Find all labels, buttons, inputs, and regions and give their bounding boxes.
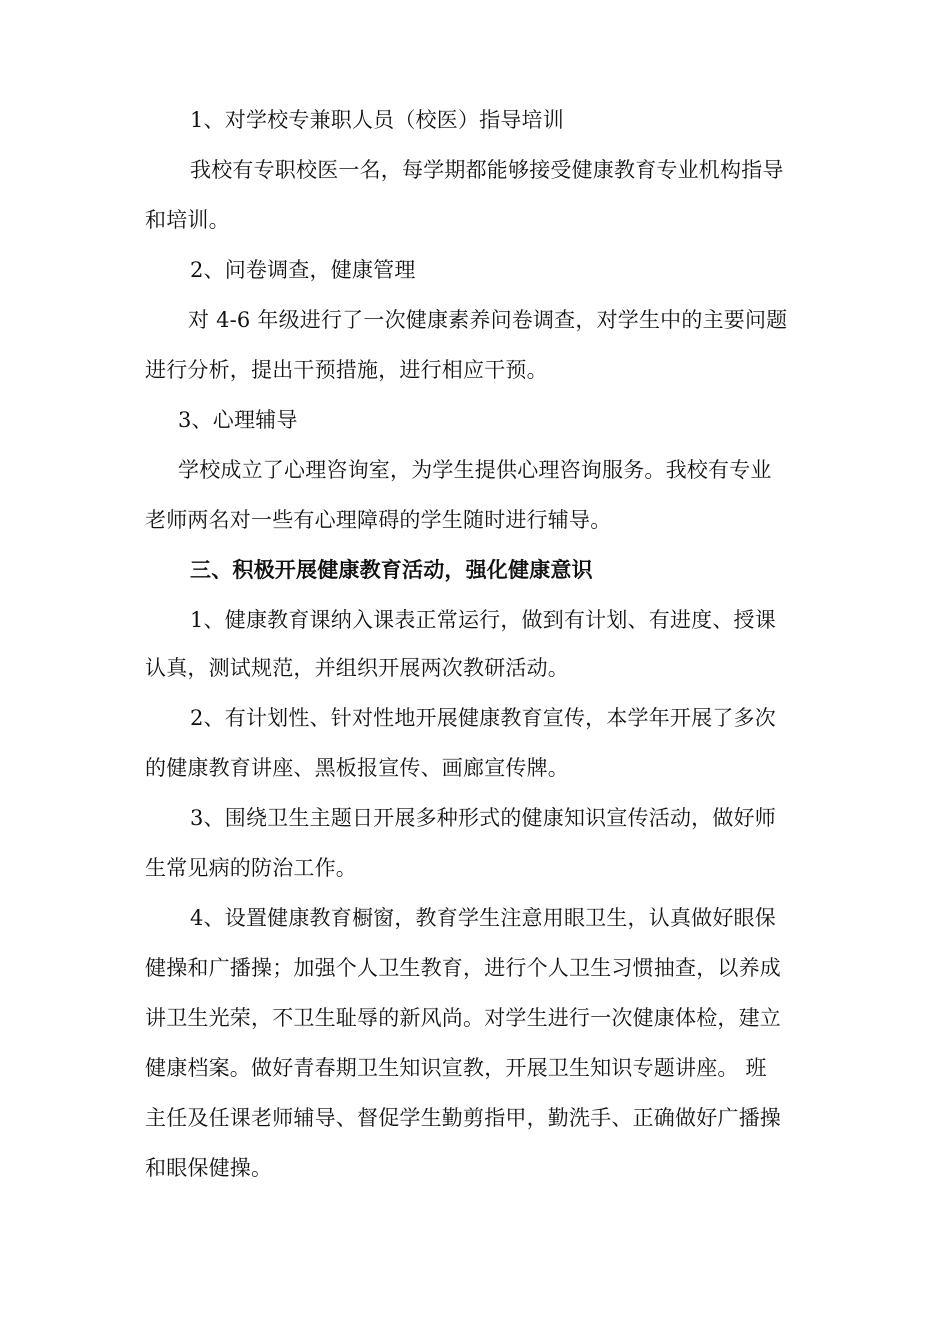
- paragraph-line: 认真，测试规范，并组织开展两次教研活动。: [145, 656, 569, 680]
- paragraph-line: 和眼保健操。: [145, 1156, 273, 1180]
- paragraph-line: 和培训。: [145, 208, 230, 232]
- paragraph-line: 主任及任课老师辅导、督促学生勤剪指甲，勤洗手、正确做好广播操: [145, 1106, 781, 1130]
- paragraph-line: 健操和广播操；加强个人卫生教育，进行个人卫生习惯抽查，以养成: [145, 956, 781, 980]
- paragraph-line: 老师两名对一些有心理障碍的学生随时进行辅导。: [145, 508, 612, 532]
- subsection-2-title: 2、问卷调查，健康管理: [190, 258, 416, 282]
- paragraph-line: 的健康教育讲座、黑板报宣传、画廊宣传牌。: [145, 756, 569, 780]
- paragraph-line: 学校成立了心理咨询室，为学生提供心理咨询服务。我校有专业: [178, 458, 772, 482]
- paragraph-line: 进行分析，提出干预措施，进行相应干预。: [145, 358, 548, 382]
- section-heading: 三、积极开展健康教育活动，强化健康意识: [190, 557, 593, 582]
- paragraph-line: 生常见病的防治工作。: [145, 856, 357, 880]
- paragraph-line: 我校有专职校医一名，每学期都能够接受健康教育专业机构指导: [190, 158, 784, 182]
- paragraph-line: 健康档案。做好青春期卫生知识宣教，开展卫生知识专题讲座。 班: [145, 1056, 767, 1080]
- paragraph-line: 3、围绕卫生主题日开展多种形式的健康知识宣传活动，做好师: [190, 806, 776, 830]
- subsection-1-title: 1、对学校专兼职人员（校医）指导培训: [190, 108, 564, 132]
- paragraph-line: 讲卫生光荣，不卫生耻辱的新风尚。对学生进行一次健康体检，建立: [145, 1006, 781, 1030]
- paragraph-line: 对 4-6 年级进行了一次健康素养问卷调查，对学生中的主要问题: [188, 308, 788, 332]
- paragraph-line: 4、设置健康教育橱窗，教育学生注意用眼卫生，认真做好眼保: [190, 906, 776, 930]
- paragraph-line: 1、健康教育课纳入课表正常运行，做到有计划、有进度、授课: [190, 608, 776, 632]
- paragraph-line: 2、有计划性、针对性地开展健康教育宣传，本学年开展了多次: [190, 706, 776, 730]
- subsection-3-title: 3、心理辅导: [178, 408, 298, 432]
